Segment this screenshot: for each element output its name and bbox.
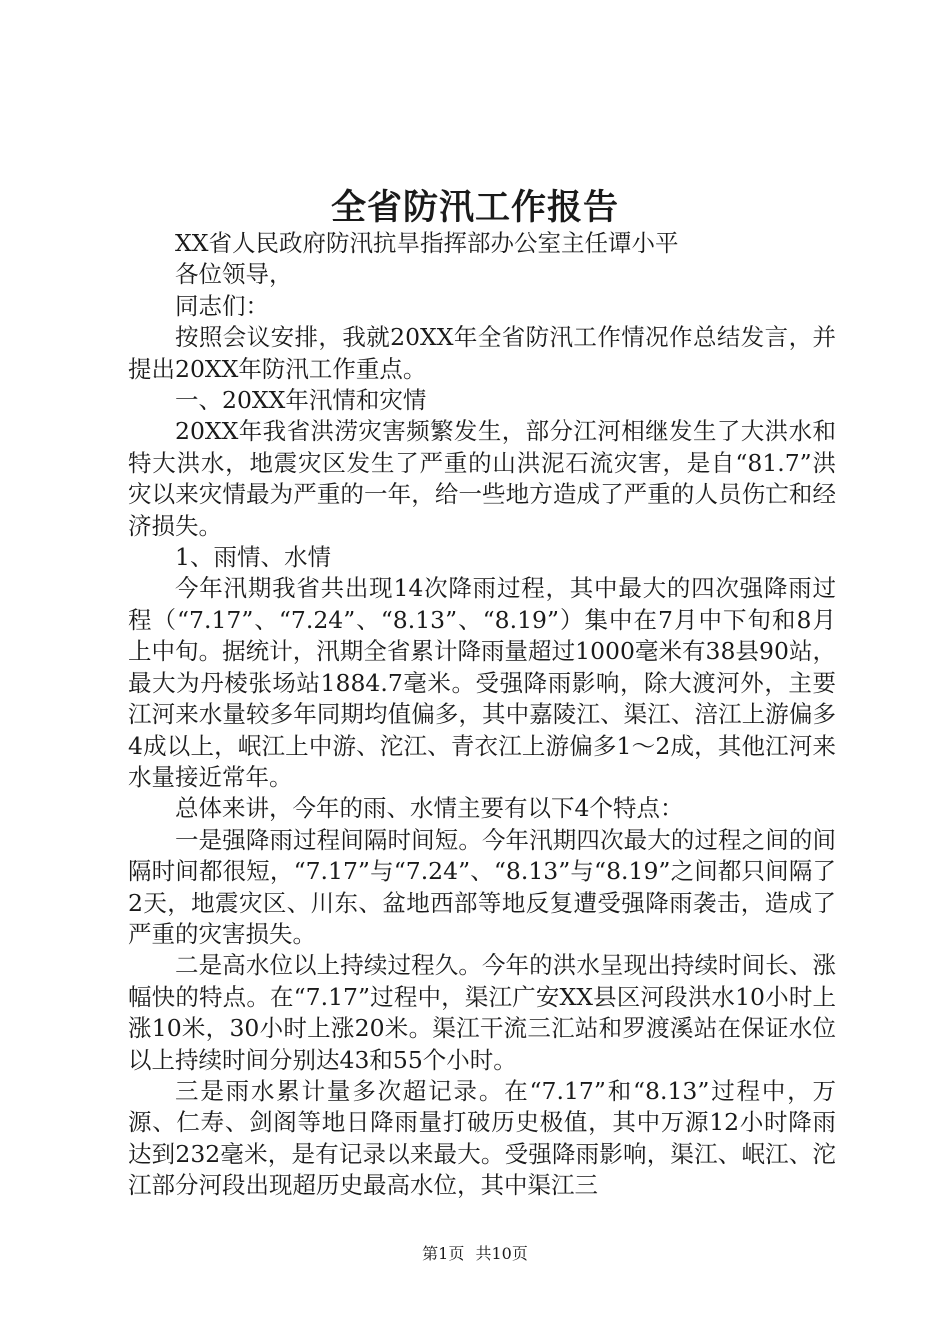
intro-paragraph: 按照会议安排，我就20XX年全省防汛工作情况作总结发言，并提出20XX年防汛工作重点。 (128, 323, 836, 383)
document-title: 全省防汛工作报告 (330, 187, 619, 228)
body-paragraph: 总体来讲，今年的雨、水情主要有以下4个特点： (175, 794, 684, 823)
page-number: 第1页 (422, 1244, 465, 1263)
salutation-leaders: 各位领导， (175, 260, 293, 289)
subsection-heading-1: 1、雨情、水情 (175, 543, 331, 572)
document-body (128, 228, 836, 1202)
salutation-comrades: 同志们： (175, 291, 269, 320)
page-footer (0, 1244, 950, 1264)
total-pages: 共10页 (475, 1244, 528, 1263)
body-paragraph: 三是雨水累计量多次超记录。在“7.17”和“8.13”过程中，万源、仁寿、剑阁等地日降雨量打破历史极值，其中万源12小时降雨达到232毫米，是有记录以来最大。受强降雨影响，渠江、岷江、沱江部分河段出现超历史最高水位，其中渠江三 (128, 1076, 836, 1200)
section-heading-1: 一、20XX年汛情和灾情 (175, 386, 427, 415)
body-paragraph: 二是高水位以上持续过程久。今年的洪水呈现出持续时间长、涨幅快的特点。在“7.17”过程中，渠江广安XX县区河段洪水10小时上涨10米，30小时上涨20米。渠江干流三汇站和罗渡溪站在保证水位以上持续时间分别达43和55个小时。 (128, 951, 836, 1074)
body-paragraph: 20XX年我省洪涝灾害频繁发生，部分江河相继发生了大洪水和特大洪水，地震灾区发生了严重的山洪泥石流灾害，是自“81.7”洪灾以来灾情最为严重的一年，给一些地方造成了严重的人员伤亡和经济损失。 (128, 417, 836, 540)
body-paragraph: 今年汛期我省共出现14次降雨过程，其中最大的四次强降雨过程（“7.17”、“7.24”、“8.13”、“8.19”）集中在7月中下旬和8月上中旬。据统计，汛期全省累计降雨量超过1000毫米有38县90站，最大为丹棱张场站1884.7毫米。受强降雨影响，除大渡河外，主要江河来水量较多年同期均值偏多，其中嘉陵江、渠江、涪江上游偏多4成以上，岷江上中游、沱江、青衣江上游偏多1～2成，其他江河来水量接近常年。 (128, 574, 836, 791)
body-paragraph: 一是强降雨过程间隔时间短。今年汛期四次最大的过程之间的间隔时间都很短，“7.17”与“7.24”、“8.13”与“8.19”之间都只间隔了2天，地震灾区、川东、盆地西部等地反复遭受强降雨袭击，造成了严重的灾害损失。 (128, 825, 836, 948)
author-line: XX省人民政府防汛抗旱指挥部办公室主任谭小平 (175, 229, 679, 257)
